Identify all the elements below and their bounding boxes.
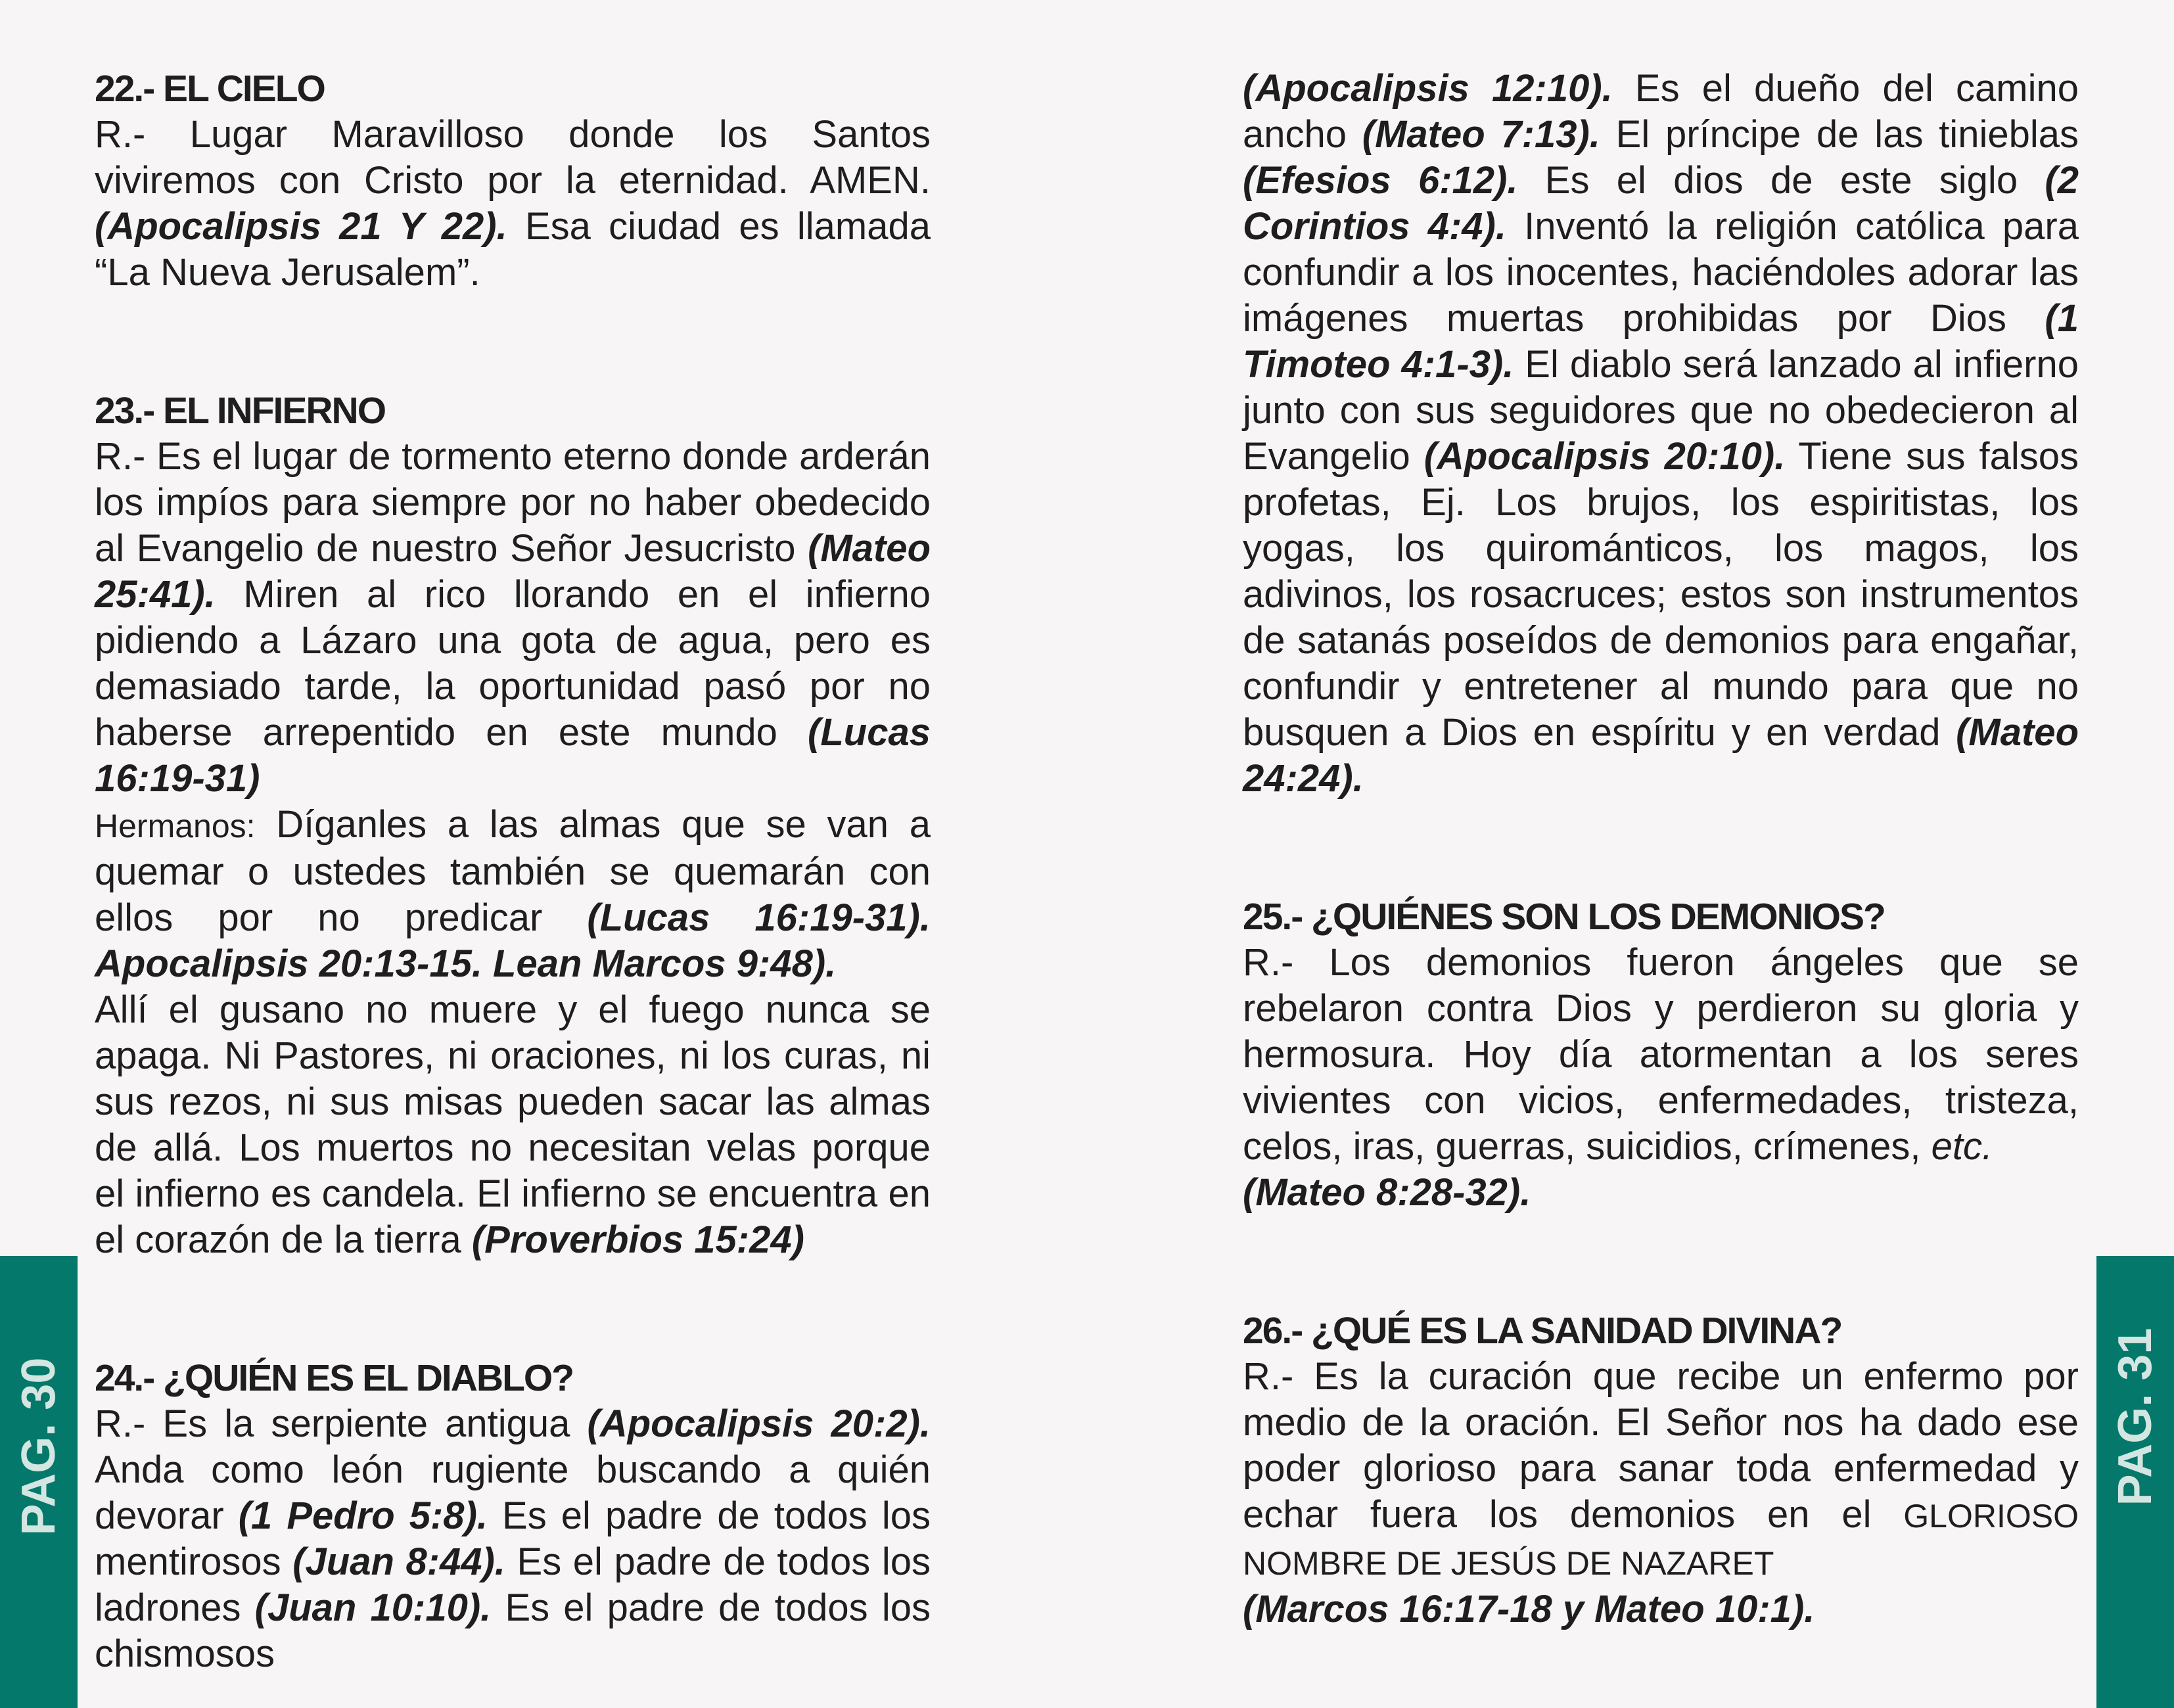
bible-reference: (Juan 10:10). bbox=[254, 1586, 492, 1629]
section-body-23-conclusion: Allí el gusano no muere y el fuego nunca se apaga. Ni Pastores, ni oraciones, ni los curas, ni sus rezos, ni sus misas pueden sacar las almas de allá. Los muertos no necesitan velas porque el infierno es candela. El infierno se encuentra en el corazón de la tierra (Proverbios 15:24) bbox=[95, 988, 931, 1261]
bible-reference: (Lucas 16:19-31) bbox=[95, 711, 931, 800]
right-page-column bbox=[1243, 66, 2079, 1632]
bible-reference: (Efesios 6:12). bbox=[1243, 159, 1518, 202]
bible-reference: (Lucas 16:19-31). Apocalipsis 20:13-15. Lean Marcos 9:48). bbox=[95, 896, 931, 985]
page-number-30: PAG. 30 bbox=[12, 1357, 65, 1536]
etc-text: etc. bbox=[1931, 1125, 1993, 1168]
bible-reference: (1 Pedro 5:8). bbox=[238, 1494, 488, 1537]
bible-reference: (Mateo 8:28-32). bbox=[1243, 1171, 1531, 1214]
hermanos-label: Hermanos: bbox=[95, 808, 256, 844]
bible-reference: (Apocalipsis 21 Y 22). bbox=[95, 205, 507, 248]
bible-reference: (2 Corintios 4:4). bbox=[1243, 159, 2079, 248]
section-body-25-ref bbox=[1243, 1170, 2079, 1216]
bible-reference: (Apocalipsis 12:10). bbox=[1243, 67, 1613, 110]
section-heading-25: 25.- ¿QUIÉNES SON LOS DEMONIOS? bbox=[1243, 896, 1885, 938]
section-body-23-exhortation: Hermanos: Díganles a las almas que se van a quemar o ustedes también se quemarán con ellos por no predicar (Lucas 16:19-31). Apocalipsis 20:13-15. Lean Marcos 9:48). bbox=[95, 803, 931, 985]
section-heading-22: 22.- EL CIELO bbox=[95, 68, 325, 110]
page-number-31: PAG. 31 bbox=[2109, 1327, 2162, 1506]
section-heading-23: 23.- EL INFIERNO bbox=[95, 390, 386, 432]
glorious-name-text: GLORIOSO NOMBRE DE JESÚS DE NAZARET bbox=[1243, 1498, 2079, 1582]
section-body-23: R.- Es el lugar de tormento eterno donde arderán los impíos para siempre por no haber obedecido al Evangelio de nuestro Señor Jesucristo (Mateo 25:41). Miren al rico llorando en el infierno pidiendo a Lázaro una gota de agua, pero es demasiado tarde, la oportunidad pasó por no haberse arrepentido en este mundo (Lucas 16:19-31) bbox=[95, 435, 931, 800]
bible-reference: (Apocalipsis 20:2). bbox=[587, 1402, 931, 1445]
section-body-22: R.- Lugar Maravilloso donde los Santos viviremos con Cristo por la eternidad. AMEN. (Apocalipsis 21 Y 22). Esa ciudad es llamada “La Nueva Jerusalem”. bbox=[95, 113, 931, 294]
bible-reference: (Marcos 16:17-18 y Mateo 10:1). bbox=[1243, 1588, 1815, 1630]
section-body-26-ref bbox=[1243, 1586, 2079, 1632]
bible-reference: (1 Timoteo 4:1-3). bbox=[1243, 297, 2079, 386]
bible-reference: (Proverbios 15:24) bbox=[471, 1218, 804, 1261]
section-body-26: R.- Es la curación que recibe un enfermo por medio de la oración. El Señor nos ha dado ese poder glorioso para sanar toda enfermedad y echar fuera los demonios en el GLORIOSO NOMBRE DE JESÚS DE NAZARET bbox=[1243, 1355, 2079, 1582]
bible-reference: (Mateo 24:24). bbox=[1243, 711, 2079, 800]
bible-reference: (Juan 8:44). bbox=[292, 1540, 505, 1583]
section-body-24-continued: (Apocalipsis 12:10). Es el dueño del camino ancho (Mateo 7:13). El príncipe de las tinieblas (Efesios 6:12). Es el dios de este siglo (2 Corintios 4:4). Inventó la religión católica para confundir a los inocentes, haciéndoles adorar las imágenes muertas prohibidas por Dios (1 Timoteo 4:1-3). El diablo será lanzado al infierno junto con sus seguidores que no obedecieron al Evangelio (Apocalipsis 20:10). Tiene sus falsos profetas, Ej. Los brujos, los espiritistas, los yogas, los quirománticos, los magos, los adivinos, los rosacruces; estos son instrumentos de satanás poseídos de demonios para engañar, confundir y entretener al mundo para que no busquen a Dios en espíritu y en verdad (Mateo 24:24). bbox=[1243, 67, 2079, 800]
page-tab-left bbox=[0, 1256, 78, 1708]
section-heading-24: 24.- ¿QUIÉN ES EL DIABLO? bbox=[95, 1357, 574, 1399]
bible-reference: (Mateo 25:41). bbox=[95, 527, 931, 616]
section-body-24: R.- Es la serpiente antigua (Apocalipsis 20:2). Anda como león rugiente buscando a quién devorar (1 Pedro 5:8). Es el padre de todos los mentirosos (Juan 8:44). Es el padre de todos los ladrones (Juan 10:10). Es el padre de todos los chismosos bbox=[95, 1402, 931, 1675]
left-page-column bbox=[95, 66, 931, 1677]
section-heading-26: 26.- ¿QUÉ ES LA SANIDAD DIVINA? bbox=[1243, 1310, 1842, 1352]
section-body-25: R.- Los demonios fueron ángeles que se rebelaron contra Dios y perdieron su gloria y hermosura. Hoy día atormentan a los seres vivientes con vicios, enfermedades, tristeza, celos, iras, guerras, suicidios, crímenes, etc. bbox=[1243, 941, 2079, 1168]
bible-reference: (Mateo 7:13). bbox=[1362, 113, 1600, 156]
bible-reference: (Apocalipsis 20:10). bbox=[1423, 435, 1786, 478]
page-tab-right bbox=[2096, 1256, 2174, 1708]
